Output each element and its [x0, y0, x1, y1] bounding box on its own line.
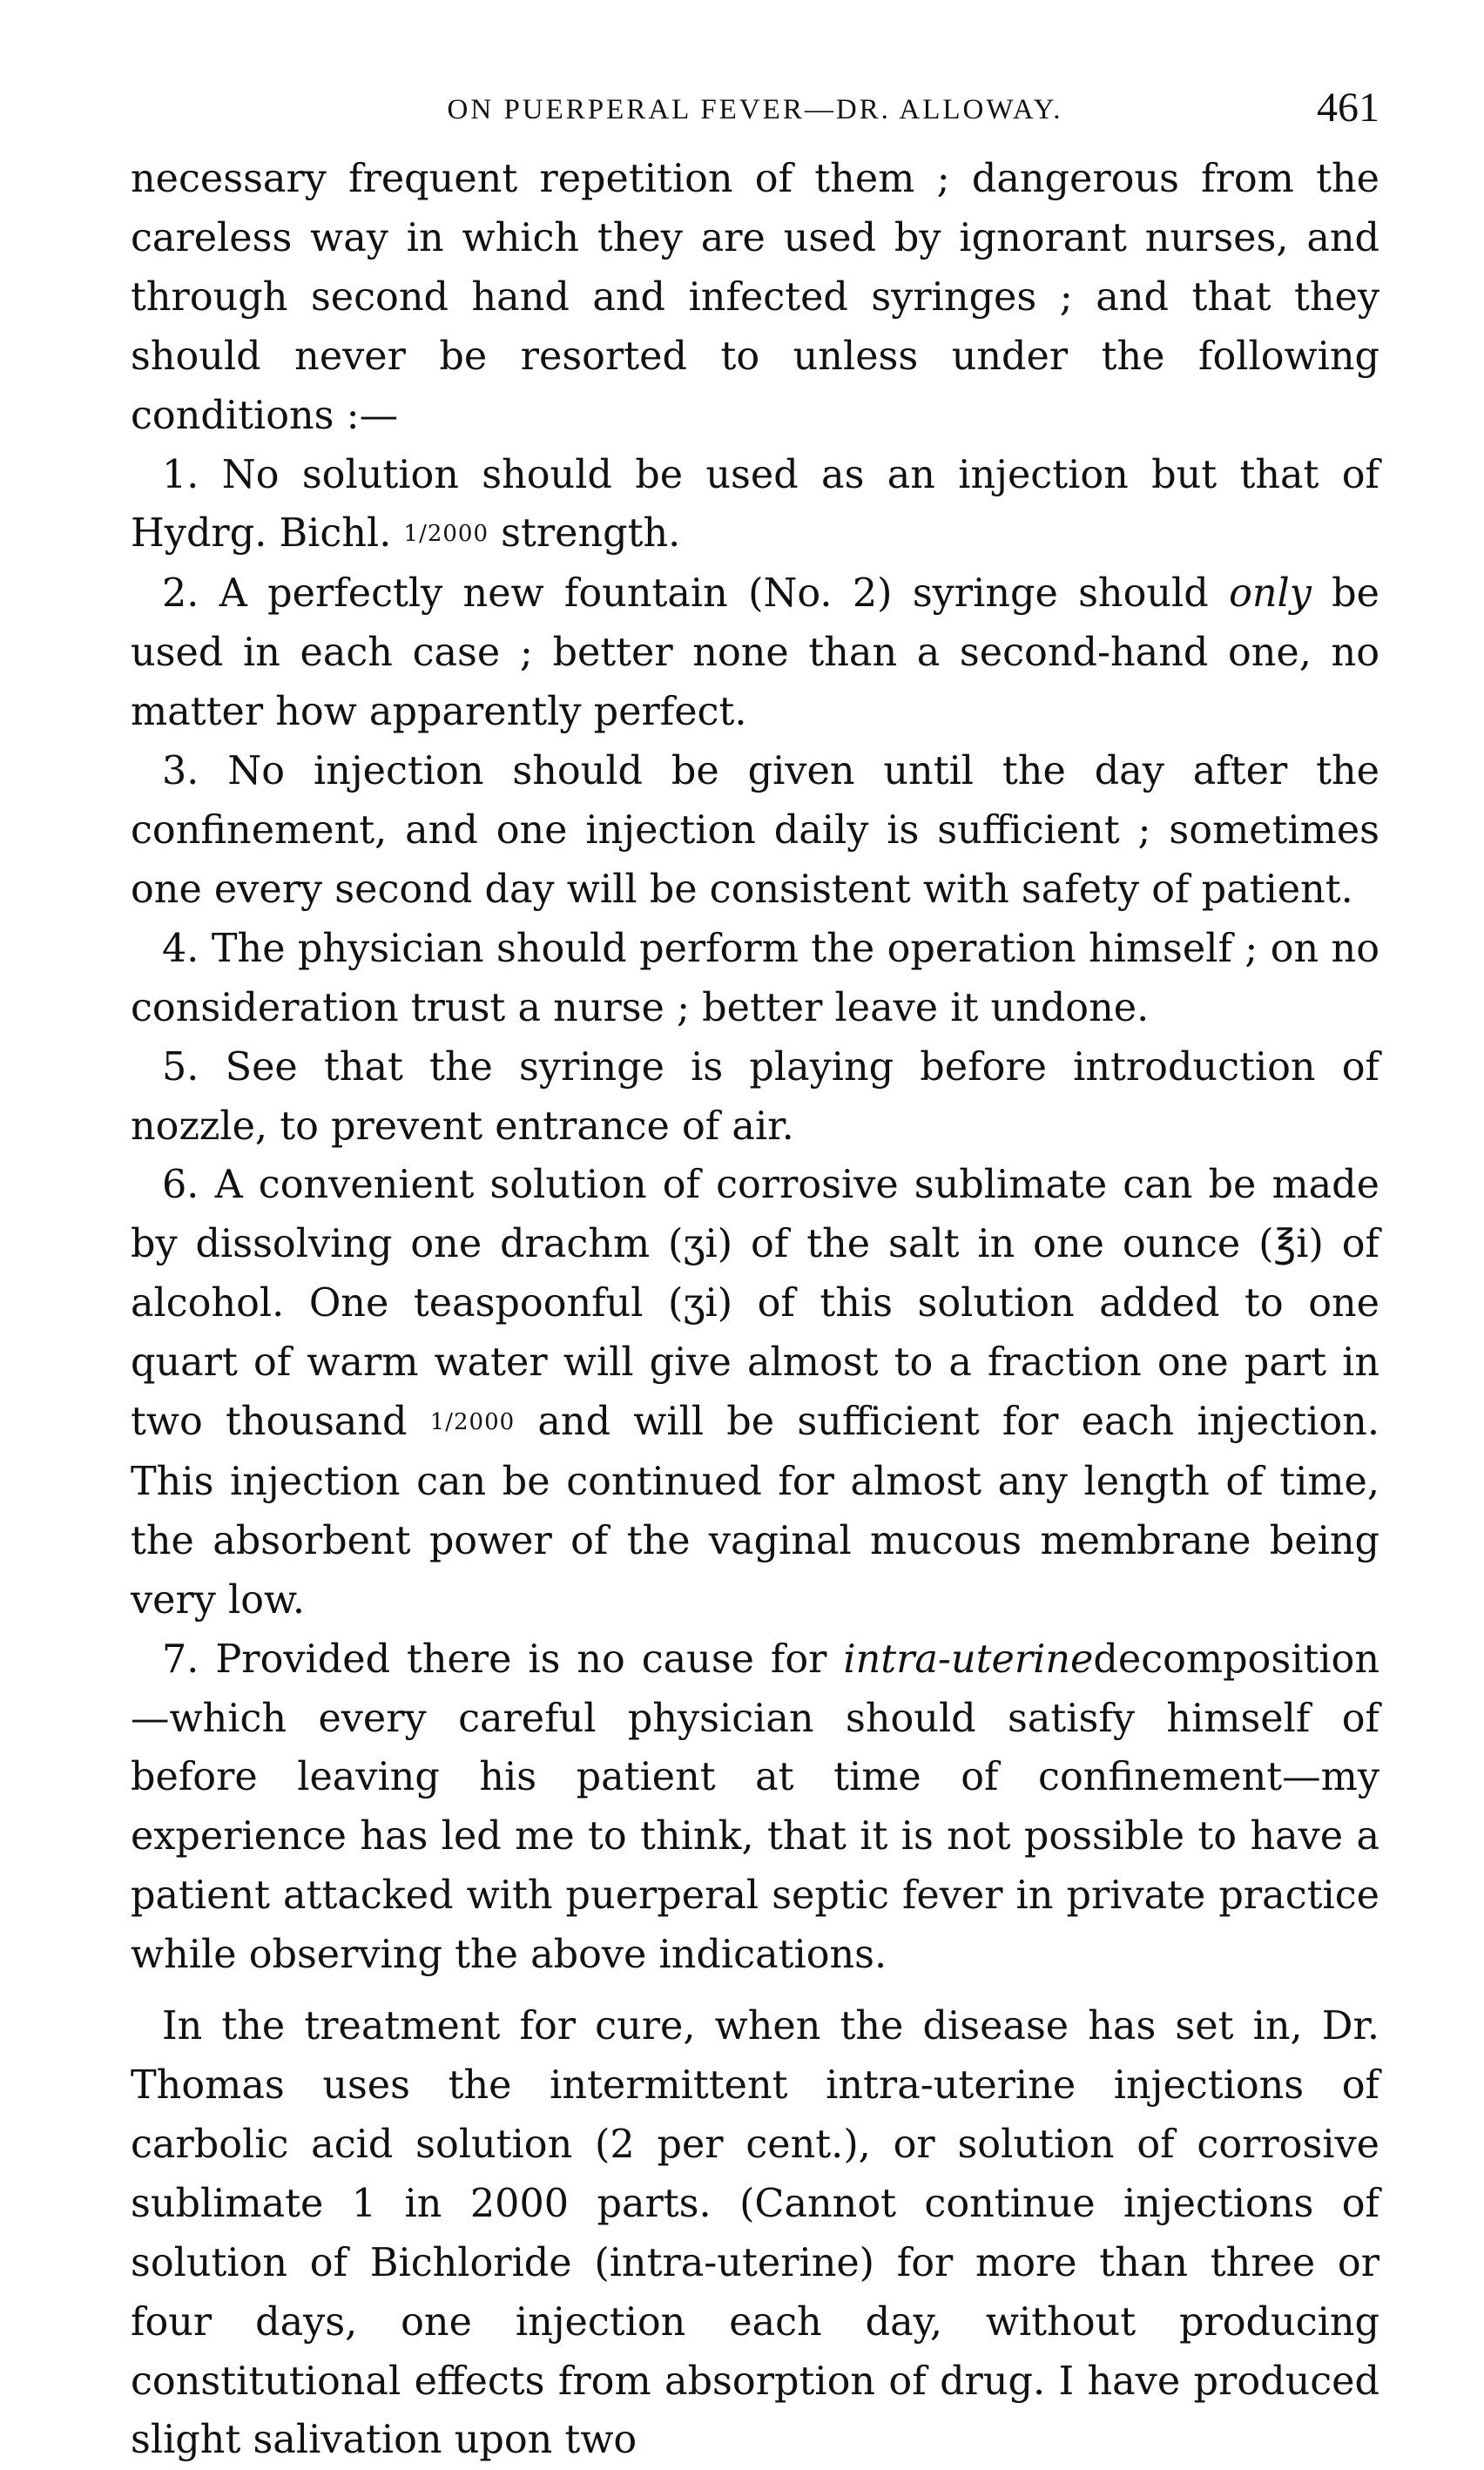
condition-7-text-b: decomposition—which every careful physician should satisfy himself of before leaving his patient at time of confinement—my experience has led me to think, that it is not possible to have a patient attacked with puerperal septic fever in private practice while observing the above indications.: [131, 1637, 1379, 1978]
fraction-one-two-thousandth: 1/2000: [403, 521, 489, 548]
book-page: [131, 84, 1379, 2470]
paragraph-condition-6: [131, 1156, 1379, 1630]
paragraph-condition-7: [131, 1630, 1379, 1985]
fraction-one-two-thousandth: 1/2000: [429, 1409, 516, 1436]
condition-2-emphasis: only: [1229, 571, 1312, 617]
condition-7-text-a: 7. Provided there is no cause for: [162, 1637, 844, 1682]
paragraph-opening: necessary frequent repetition of them ; dangerous from the careless way in which they are used by ignorant nurses, and through second hand and infected syringes ; and that they should never be resorted to unless under the following conditions :—: [131, 157, 1379, 438]
condition-1-text-a: 1. No solution should be used as an injection but that of Hydrg. Bichl.: [131, 452, 1379, 557]
paragraph-condition-1: [131, 446, 1379, 565]
paragraph-treatment: In the treatment for cure, when the disease has set in, Dr. Thomas uses the intermittent intra-uterine injections of carbolic acid solution (2 per cent.), or solution of corrosive sublimate 1 in 2000 parts. (Cannot continue injections of solution of Bichloride (intra-uterine) for more than three or four days, one injection each day, without producing constitutional effects from absorption of drug. I have produced slight salivation upon two: [131, 2004, 1379, 2463]
page-number: 461: [1317, 84, 1379, 131]
condition-2-text-a: 2. A perfectly new fountain (No. 2) syringe should: [162, 571, 1230, 617]
condition-1-text-b: strength.: [489, 511, 681, 557]
paragraph-condition-4: 4. The physician should perform the operation himself ; on no consideration trust a nurse ; better leave it undone.: [131, 926, 1379, 1030]
running-title: ON PUERPERAL FEVER—DR. ALLOWAY.: [447, 94, 1063, 125]
running-header: [131, 84, 1379, 150]
condition-2-text-b: be used in each case ; better none than a second-hand one, no matter how apparently perfect.: [131, 571, 1380, 735]
condition-7-emphasis: intra-uterine: [843, 1637, 1094, 1682]
condition-6-text-a: 6. A convenient solution of corrosive sublimate can be made by dissolving one drachm (ʒi) of the salt in one ounce (℥i) of alcohol. One teaspoonful (ʒi) of this solution added to one quart of warm water will give almost to a fraction one part in two thousand: [131, 1163, 1379, 1445]
paragraph-condition-5: 5. See that the syringe is playing before introduction of nozzle, to prevent entrance of air.: [131, 1044, 1379, 1149]
paragraph-condition-2: [131, 564, 1379, 742]
condition-6-text-b: and will be sufficient for each injection. This injection can be continued for almost any length of time, the absorbent power of the vaginal mucous membrane being very low.: [131, 1400, 1379, 1623]
paragraph-condition-3: 3. No injection should be given until the day after the confinement, and one injection daily is sufficient ; sometimes one every second day will be consistent with safety of patient.: [131, 749, 1379, 912]
